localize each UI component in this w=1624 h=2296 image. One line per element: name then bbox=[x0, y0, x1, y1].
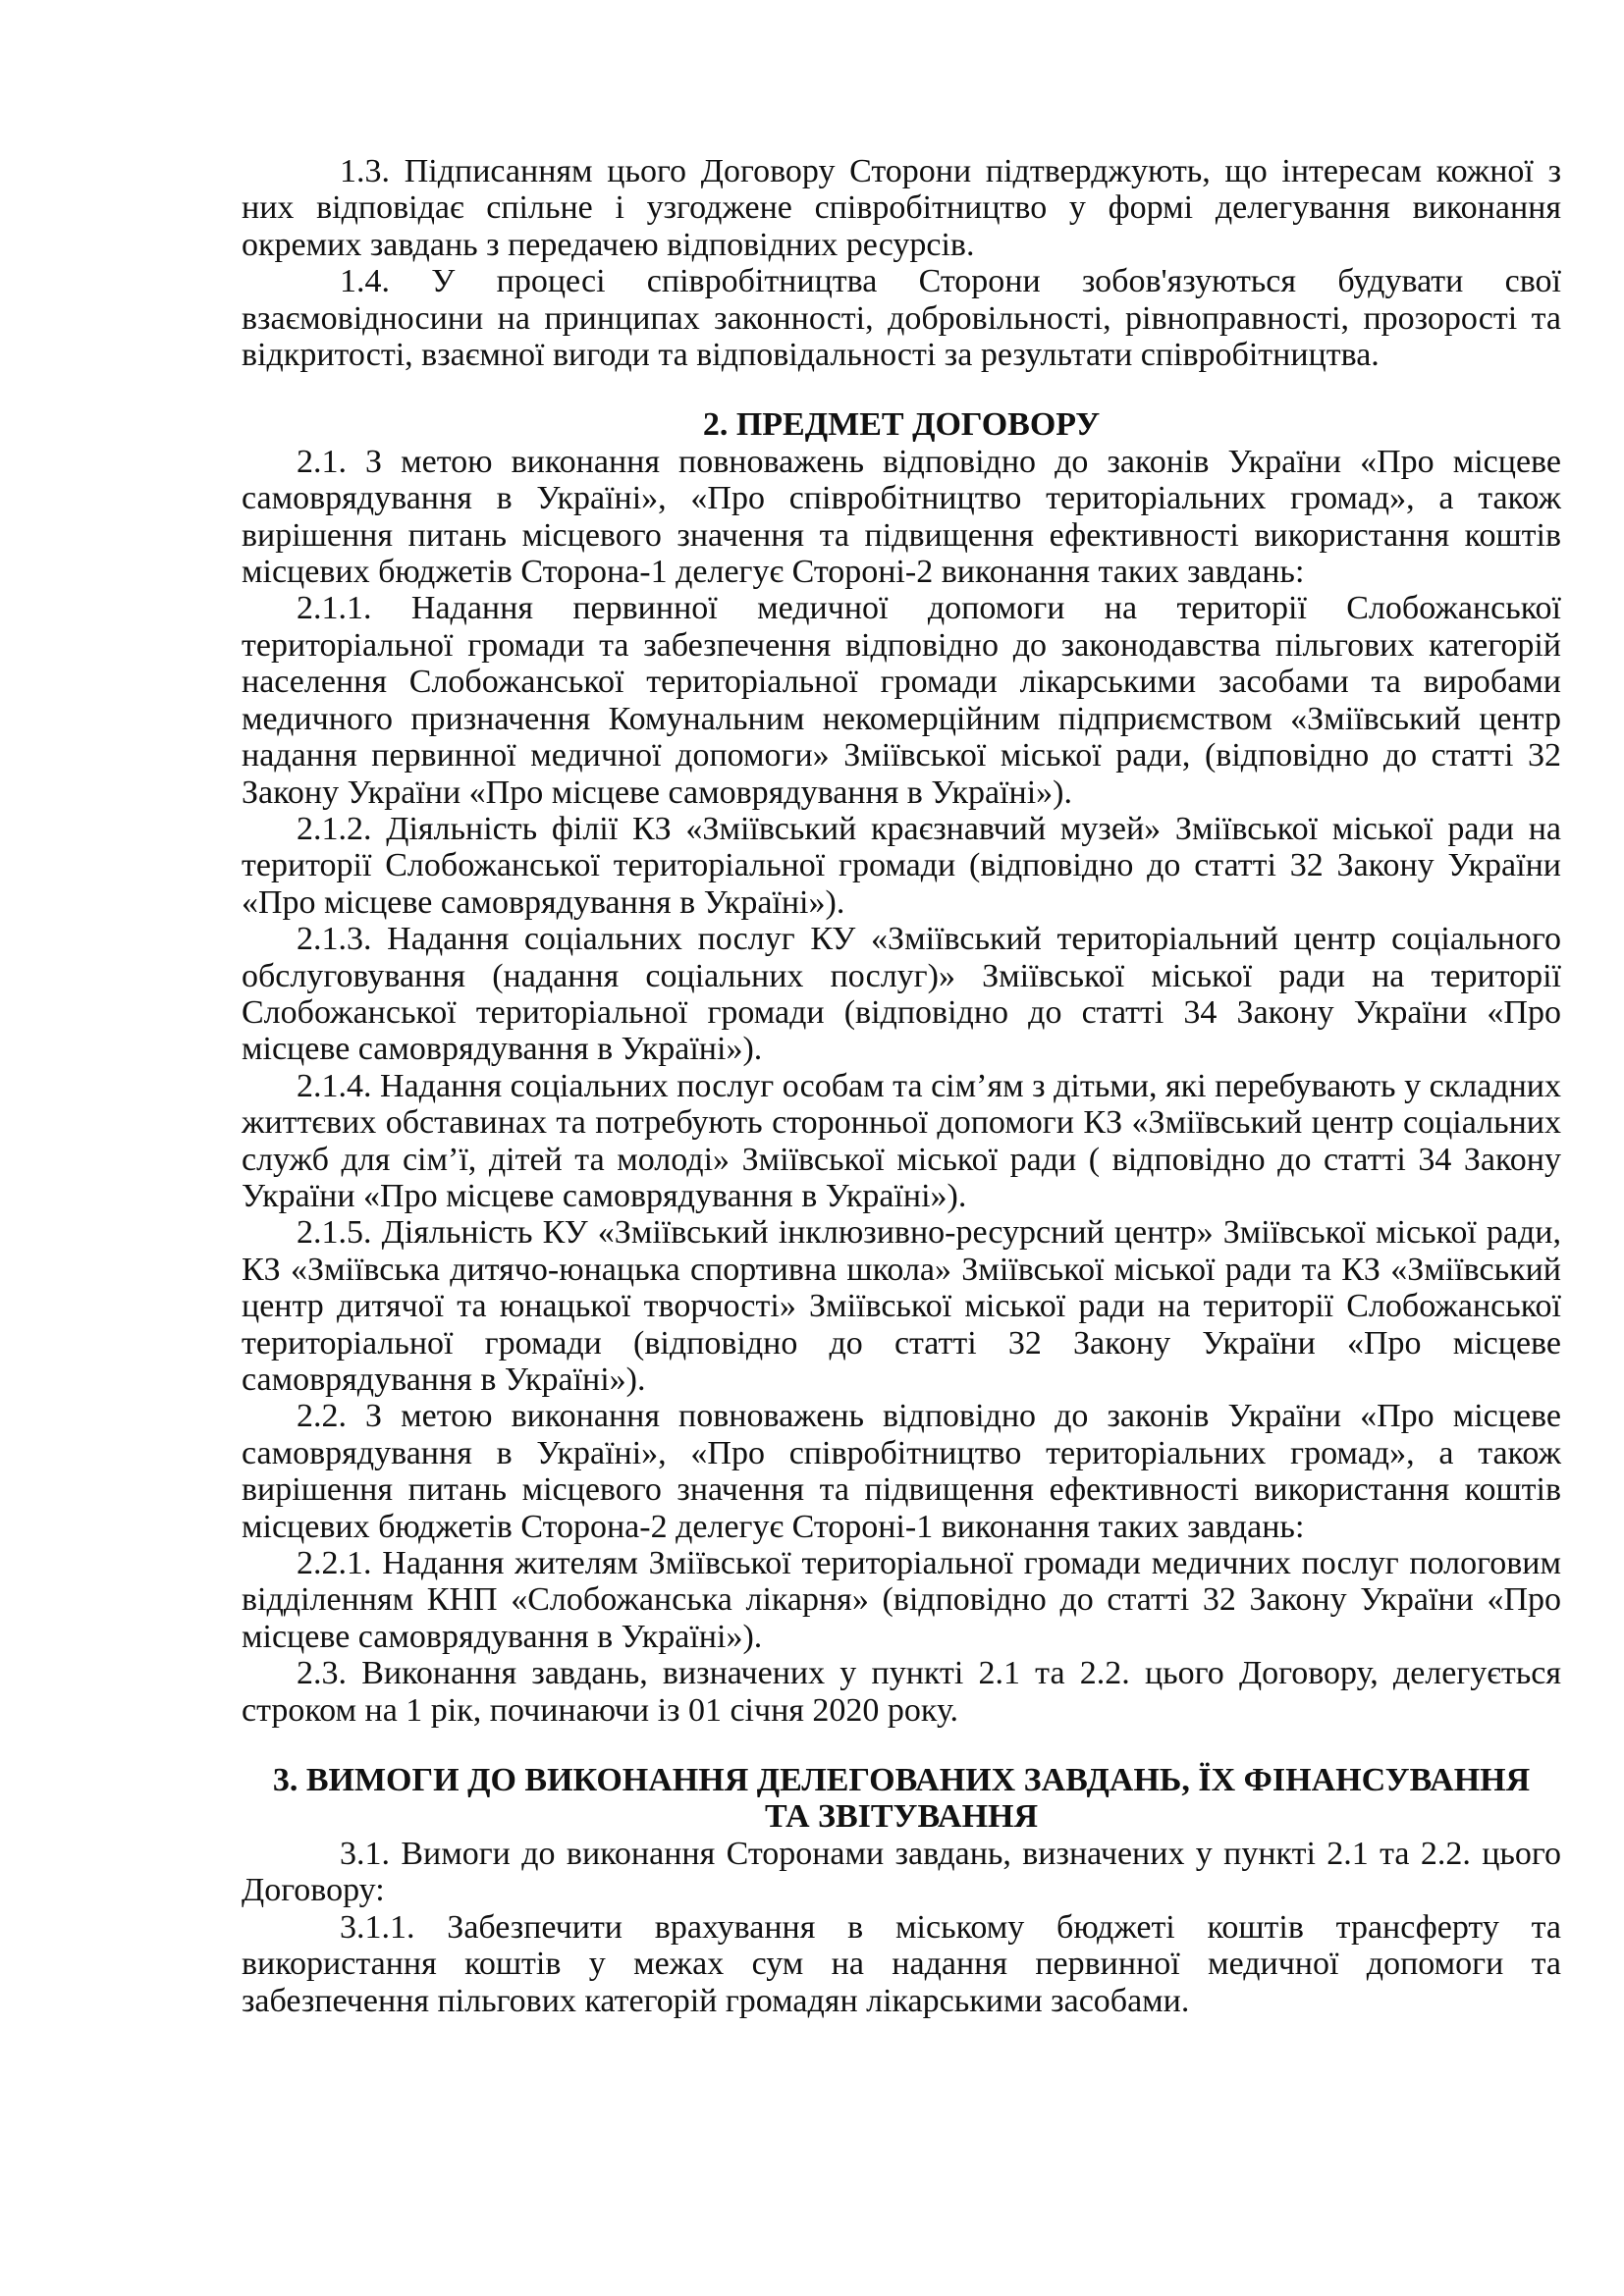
paragraph-2-2-1: 2.2.1. Надання жителям Зміївської територіальної громади медичних послуг пологовим відділенням КНП «Слобожанська лікарня» (відповідно до статті 32 Закону України «Про місцеве самоврядування в Україні»). bbox=[242, 1545, 1561, 1655]
paragraph-2-2: 2.2. З метою виконання повноважень відповідно до законів України «Про місцеве самоврядування в Україні», «Про співробітництво територіальних громад», а також вирішення питань місцевого значення та підвищення ефективності використання коштів місцевих бюджетів Сторона-2 делегує Стороні-1 виконання таких завдань: bbox=[242, 1398, 1561, 1545]
paragraph-2-1-2: 2.1.2. Діяльність філії КЗ «Зміївський краєзнавчий музей» Зміївської міської ради на території Слобожанської територіальної громади (відповідно до статті 32 Закону України «Про місцеве самоврядування в Україні»). bbox=[242, 810, 1561, 921]
paragraph-2-1-1: 2.1.1. Надання первинної медичної допомоги на території Слобожанської територіальної громади та забезпечення відповідно до законодавства пільгових категорій населення Слобожанської територіальної громади лікарськими засобами та виробами медичного призначення Комунальним некомерційним підприємством «Зміївський центр надання первинної медичної допомоги» Зміївської міської ради, (відповідно до статті 32 Закону України «Про місцеве самоврядування в Україні»). bbox=[242, 590, 1561, 811]
section-3-heading-line-1: 3. ВИМОГИ ДО ВИКОНАННЯ ДЕЛЕГОВАНИХ ЗАВДАНЬ, ЇХ ФІНАНСУВАННЯ bbox=[272, 1762, 1531, 1799]
paragraph-2-1: 2.1. З метою виконання повноважень відповідно до законів України «Про місцеве самоврядування в Україні», «Про співробітництво територіальних громад», а також вирішення питань місцевого значення та підвищення ефективності використання коштів місцевих бюджетів Сторона-1 делегує Стороні-2 виконання таких завдань: bbox=[242, 443, 1561, 591]
paragraph-3-1: 3.1. Вимоги до виконання Сторонами завдань, визначених у пункті 2.1 та 2.2. цього Договору: bbox=[242, 1835, 1561, 1909]
document-page bbox=[242, 153, 1561, 2019]
paragraph-2-1-3: 2.1.3. Надання соціальних послуг КУ «Зміївський територіальний центр соціального обслуговування (надання соціальних послуг)» Зміївської міської ради на території Слобожанської територіальної громади (відповідно до статті 34 Закону України «Про місцеве самоврядування в Україні»). bbox=[242, 921, 1561, 1068]
paragraph-2-1-5: 2.1.5. Діяльність КУ «Зміївський інклюзивно-ресурсний центр» Зміївської міської ради, КЗ «Зміївська дитячо-юнацька спортивна школа» Зміївської міської ради та КЗ «Зміївський центр дитячої та юнацької творчості» Зміївської міської ради на території Слобожанської територіальної громади (відповідно до статті 32 Закону України «Про місцеве самоврядування в Україні»). bbox=[242, 1214, 1561, 1398]
paragraph-1-3: 1.3. Підписанням цього Договору Сторони підтверджують, що інтересам кожної з них відповідає спільне і узгоджене співробітництво у формі делегування виконання окремих завдань з передачею відповідних ресурсів. bbox=[242, 153, 1561, 263]
section-2-heading: 2. ПРЕДМЕТ ДОГОВОРУ bbox=[702, 406, 1101, 444]
paragraph-2-3: 2.3. Виконання завдань, визначених у пункті 2.1 та 2.2. цього Договору, делегується строком на 1 рік, починаючи із 01 січня 2020 року. bbox=[242, 1655, 1561, 1729]
spacer bbox=[242, 1729, 1561, 1762]
paragraph-2-1-4: 2.1.4. Надання соціальних послуг особам та сім’ям з дітьми, які перебувають у складних життєвих обставинах та потребують сторонньої допомоги КЗ «Зміївський центр соціальних служб для сім’ї, дітей та молоді» Зміївської міської ради ( відповідно до статті 34 Закону України «Про місцеве самоврядування в Україні»). bbox=[242, 1067, 1561, 1214]
section-3-heading-line-2: ТА ЗВІТУВАННЯ bbox=[764, 1798, 1039, 1836]
paragraph-1-4: 1.4. У процесі співробітництва Сторони зобов'язуються будувати свої взаємовідносини на принципах законності, добровільності, рівноправності, прозорості та відкритості, взаємної вигоди та відповідальності за результати співробітництва. bbox=[242, 263, 1561, 374]
paragraph-3-1-1: 3.1.1. Забезпечити врахування в міському бюджеті коштів трансферту та використання коштів у межах сум на надання первинної медичної допомоги та забезпечення пільгових категорій громадян лікарськими засобами. bbox=[242, 1908, 1561, 2019]
spacer bbox=[242, 373, 1561, 406]
